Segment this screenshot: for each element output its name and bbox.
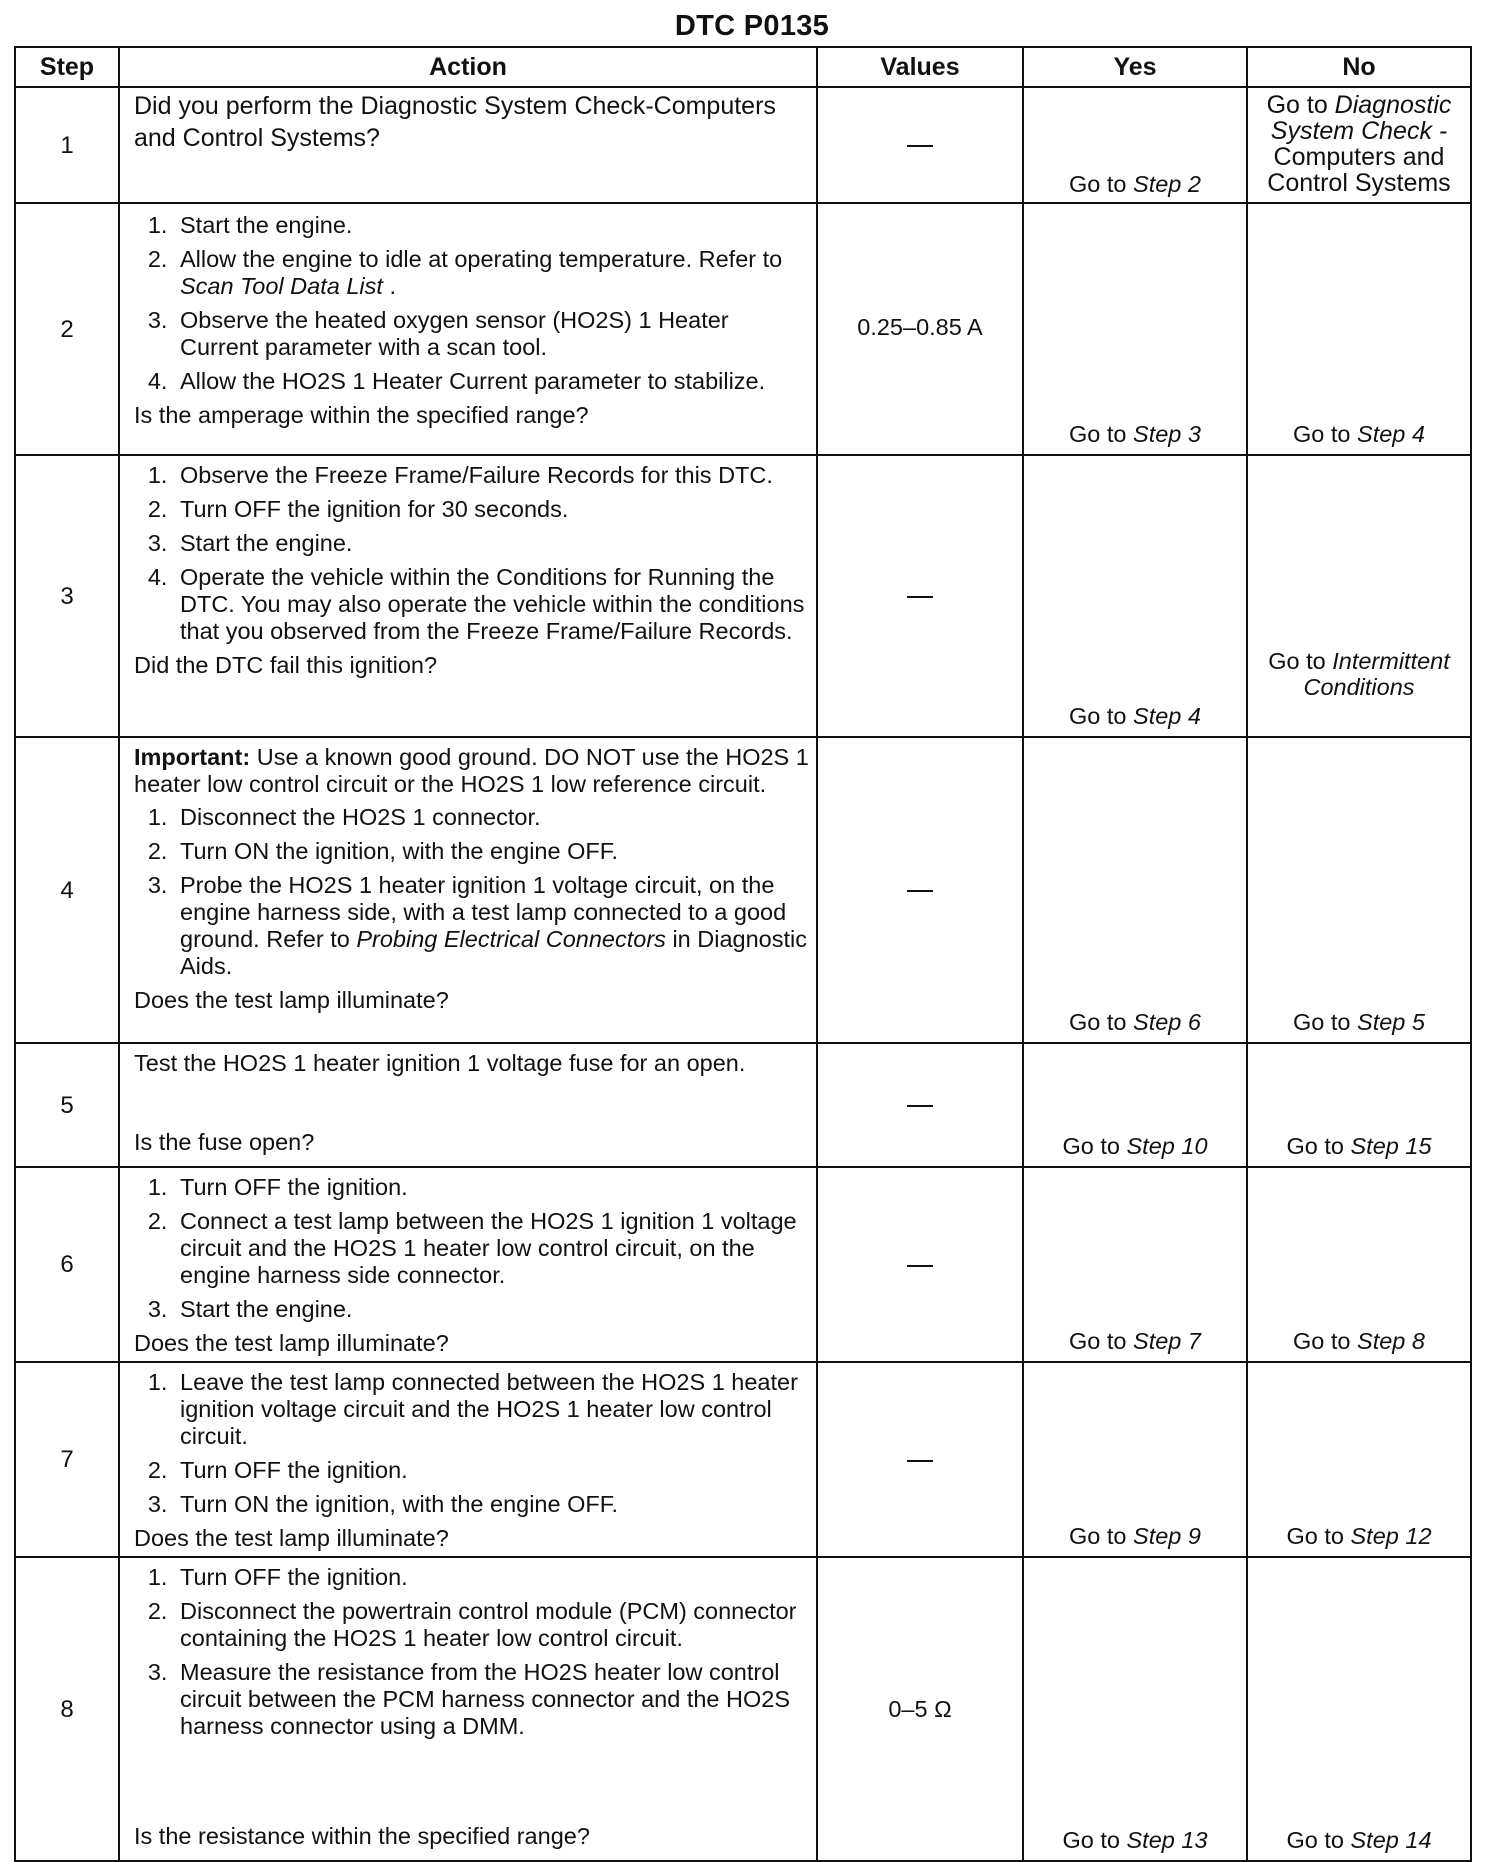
action-cell (119, 87, 817, 203)
action-cell (119, 1167, 817, 1362)
action-cell (119, 455, 817, 737)
table-row (15, 203, 1471, 455)
no-cell: Go to Intermittent Conditions (1247, 455, 1471, 737)
list-item: 3. Turn ON the ignition, with the engine OFF. (174, 1491, 810, 1518)
step-number: 1 (15, 87, 119, 203)
dash (907, 1105, 933, 1107)
no-cell: Go to Step 8 (1247, 1167, 1471, 1362)
no-cell: Go to Step 14 (1247, 1557, 1471, 1861)
value-cell (817, 203, 1023, 455)
header-step: Step (15, 47, 119, 87)
procedure-list (134, 212, 810, 395)
no-cell: Go to Step 4 (1247, 203, 1471, 455)
header-action: Action (119, 47, 817, 87)
goto-step-link[interactable]: Step 4 (1133, 703, 1201, 729)
list-item: 3. Probe the HO2S 1 heater ignition 1 voltage circuit, on the engine harness side, with a test lamp connected to a good ground. Refer to Probing Electrical Connectors in Diagnostic Aids. (174, 872, 810, 980)
list-item: 4. Operate the vehicle within the Conditions for Running the DTC. You may also operate the vehicle within the conditions that you observed from the Freeze Frame/Failure Records. (174, 564, 810, 645)
question: Does the test lamp illuminate? (134, 1330, 449, 1356)
question: Does the test lamp illuminate? (134, 987, 449, 1013)
dash (907, 1460, 933, 1462)
no-cell: Go to Step 12 (1247, 1362, 1471, 1557)
no-cell: Go to Step 15 (1247, 1043, 1471, 1167)
list-item: 3. Start the engine. (174, 530, 810, 557)
step-number: 5 (15, 1043, 119, 1167)
table-row (15, 1362, 1471, 1557)
value: 0–5 Ω (888, 1695, 952, 1722)
table-row (15, 1043, 1471, 1167)
header-values: Values (817, 47, 1023, 87)
no-cell: Go to Step 5 (1247, 737, 1471, 1043)
value-cell (817, 737, 1023, 1043)
list-item: 2. Turn OFF the ignition for 30 seconds. (174, 496, 810, 523)
action-cell (119, 1362, 817, 1557)
value-cell (817, 1557, 1023, 1861)
table-row (15, 1557, 1471, 1861)
list-item: 1. Disconnect the HO2S 1 connector. (174, 804, 810, 831)
value: 0.25–0.85 A (857, 314, 983, 340)
goto-step-link[interactable]: Step 7 (1133, 1328, 1201, 1354)
step-number: 4 (15, 737, 119, 1043)
goto-step-link[interactable]: Step 2 (1133, 171, 1201, 197)
goto-step-link[interactable]: Step 9 (1133, 1523, 1201, 1549)
question: Does the test lamp illuminate? (134, 1525, 449, 1551)
header-yes: Yes (1023, 47, 1247, 87)
table-row (15, 1167, 1471, 1362)
list-item: 2. Turn ON the ignition, with the engine OFF. (174, 838, 810, 865)
goto-step-link[interactable]: Step 6 (1133, 1009, 1201, 1035)
action-cell (119, 737, 817, 1043)
question: Did the DTC fail this ignition? (134, 652, 438, 678)
yes-cell: Go to Step 7 (1023, 1167, 1247, 1362)
value-cell (817, 455, 1023, 737)
list-item: 1. Start the engine. (174, 212, 810, 239)
question: Is the fuse open? (134, 1129, 315, 1155)
dash (907, 1265, 933, 1267)
procedure-list (134, 462, 810, 645)
question: Is the amperage within the specified range? (134, 402, 589, 428)
goto-link[interactable]: Diagnostic System Check - (1270, 91, 1452, 145)
value-cell (817, 1167, 1023, 1362)
yes-cell: Go to Step 9 (1023, 1362, 1247, 1557)
diagnostic-table (14, 46, 1472, 1862)
question: Did you perform the Diagnostic System Check-Computers and Control Systems? (134, 92, 776, 152)
action-cell (119, 203, 817, 455)
dash (907, 596, 933, 598)
step-number: 6 (15, 1167, 119, 1362)
goto-step-link[interactable]: Step 5 (1357, 1009, 1425, 1035)
goto-step-link[interactable]: Step 12 (1350, 1523, 1432, 1549)
list-item: 3. Measure the resistance from the HO2S heater low control circuit between the PCM harness connector and the HO2S harness connector using a DMM. (174, 1659, 810, 1740)
value-cell (817, 87, 1023, 203)
yes-cell: Go to Step 4 (1023, 455, 1247, 737)
instruction: Test the HO2S 1 heater ignition 1 voltage fuse for an open. (134, 1050, 746, 1076)
action-cell (119, 1557, 817, 1861)
goto-link[interactable]: Intermittent Conditions (1303, 648, 1450, 700)
goto-step-link[interactable]: Step 4 (1357, 421, 1425, 447)
step-number: 8 (15, 1557, 119, 1861)
list-item: 2. Allow the engine to idle at operating temperature. Refer to Scan Tool Data List . (174, 246, 810, 300)
goto-step-link[interactable]: Step 10 (1126, 1133, 1208, 1159)
dash (907, 145, 933, 147)
header-no: No (1247, 47, 1471, 87)
procedure-list (134, 804, 810, 980)
table-row (15, 737, 1471, 1043)
goto-step-link[interactable]: Step 13 (1126, 1827, 1208, 1853)
table-row (15, 87, 1471, 203)
yes-cell: Go to Step 6 (1023, 737, 1247, 1043)
procedure-list (134, 1564, 810, 1747)
yes-cell: Go to Step 10 (1023, 1043, 1247, 1167)
list-item: 1. Observe the Freeze Frame/Failure Records for this DTC. (174, 462, 810, 489)
yes-cell: Go to Step 3 (1023, 203, 1247, 455)
important-note: Important: Use a known good ground. DO NOT use the HO2S 1 heater low control circuit or the HO2S 1 low reference circuit. (134, 744, 809, 797)
list-item: 2. Disconnect the powertrain control module (PCM) connector containing the HO2S 1 heater low control circuit. (174, 1598, 810, 1652)
list-item: 1. Turn OFF the ignition. (174, 1564, 810, 1591)
list-item: 3. Observe the heated oxygen sensor (HO2S) 1 Heater Current parameter with a scan tool. (174, 307, 810, 361)
action-cell (119, 1043, 817, 1167)
yes-cell: Go to Step 2 (1023, 87, 1247, 203)
yes-cell: Go to Step 13 (1023, 1557, 1247, 1861)
step-number: 2 (15, 203, 119, 455)
dash (907, 890, 933, 892)
list-item: 3. Start the engine. (174, 1296, 810, 1323)
goto-step-link[interactable]: Step 15 (1350, 1133, 1432, 1159)
page-title: DTC P0135 (674, 10, 830, 42)
list-item: 4. Allow the HO2S 1 Heater Current parameter to stabilize. (174, 368, 810, 395)
table-header-row (15, 47, 1471, 87)
question: Is the resistance within the specified range? (134, 1823, 590, 1849)
goto-step-link[interactable]: Step 3 (1133, 421, 1201, 447)
procedure-list (134, 1174, 810, 1323)
list-item: 2. Turn OFF the ignition. (174, 1457, 810, 1484)
goto-step-link[interactable]: Step 14 (1350, 1827, 1432, 1853)
table-row (15, 455, 1471, 737)
list-item: 1. Leave the test lamp connected between the HO2S 1 heater ignition voltage circuit and the HO2S 1 heater low control circuit. (174, 1369, 810, 1450)
value-cell (817, 1043, 1023, 1167)
step-number: 3 (15, 455, 119, 737)
procedure-list (134, 1369, 810, 1518)
list-item: 1. Turn OFF the ignition. (174, 1174, 810, 1201)
value-cell (817, 1362, 1023, 1557)
no-cell: Go to Diagnostic System Check - Computers and Control Systems (1247, 87, 1471, 203)
list-item: 2. Connect a test lamp between the HO2S 1 ignition 1 voltage circuit and the HO2S 1 heater low control circuit, on the engine harness side connector. (174, 1208, 810, 1289)
step-number: 7 (15, 1362, 119, 1557)
goto-step-link[interactable]: Step 8 (1357, 1328, 1425, 1354)
